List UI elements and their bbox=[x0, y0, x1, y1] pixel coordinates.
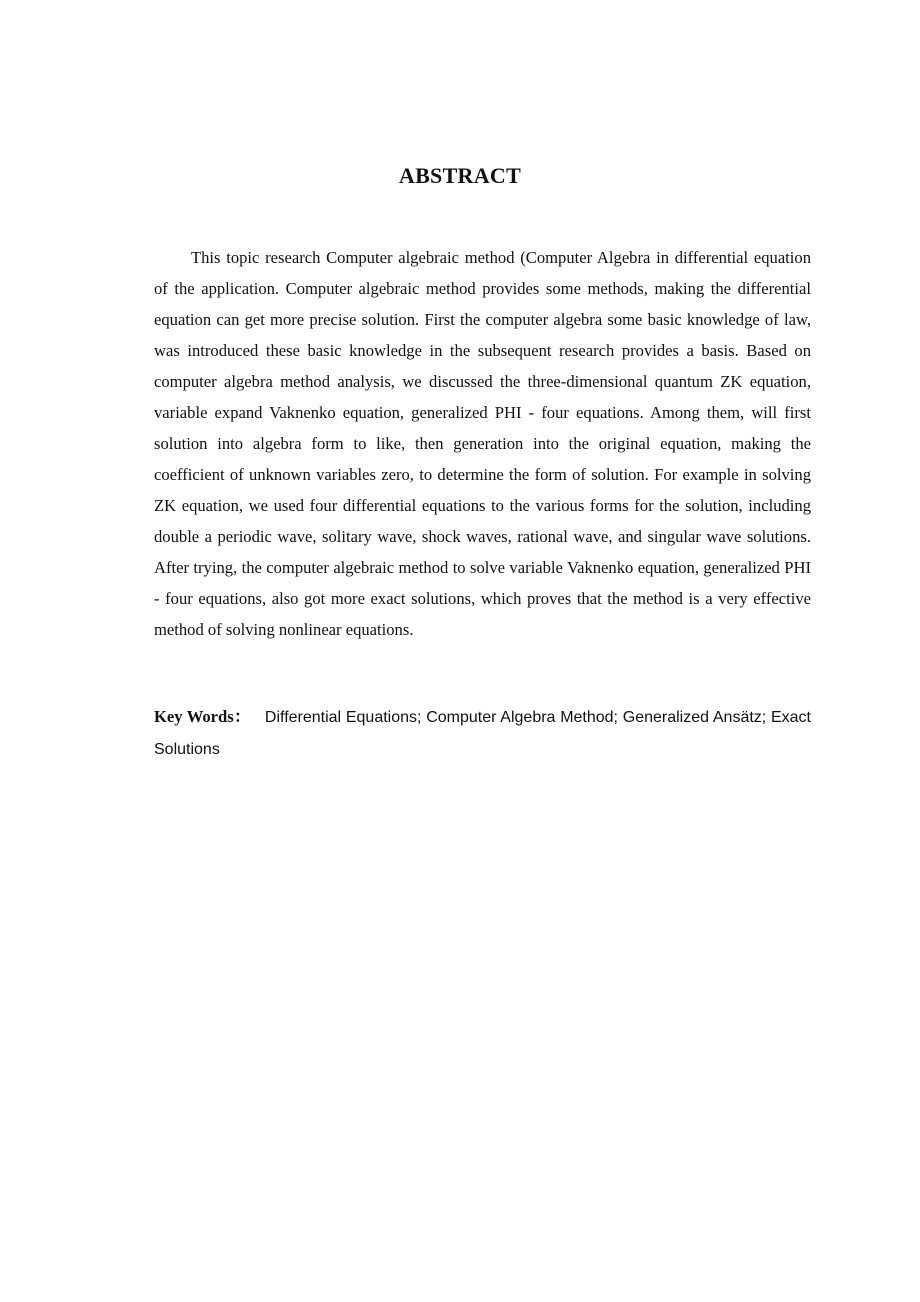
abstract-paragraph: This topic research Computer algebraic method (Computer Algebra in differential equation of the application. Computer algebraic method provides some methods, making the differential equation can get more precise solution. First the computer algebra some basic knowledge of law, was introduced these basic knowledge in the subsequent research provides a basis. Based on computer algebra method analysis, we discussed the three-dimensional quantum ZK equation, variable expand Vaknenko equation, generalized PHI - four equations. Among them, will first solution into algebra form to like, then generation into the original equation, making the coefficient of unknown variables zero, to determine the form of solution. For example in solving ZK equation, we used four differential equations to the various forms for the solution, including double a periodic wave, solitary wave, shock waves, rational wave, and singular wave solutions. After trying, the computer algebraic method to solve variable Vaknenko equation, generalized PHI - four equations, also got more exact solutions, which proves that the method is a very effective method of solving nonlinear equations. bbox=[154, 248, 811, 639]
keywords-label: Key Words： bbox=[154, 707, 251, 726]
keywords-line bbox=[154, 701, 811, 765]
abstract-heading: ABSTRACT bbox=[398, 163, 522, 188]
keywords-text: Differential Equations; Computer Algebra Method; Generalized Ansätz; Exact Solutions bbox=[154, 709, 811, 758]
